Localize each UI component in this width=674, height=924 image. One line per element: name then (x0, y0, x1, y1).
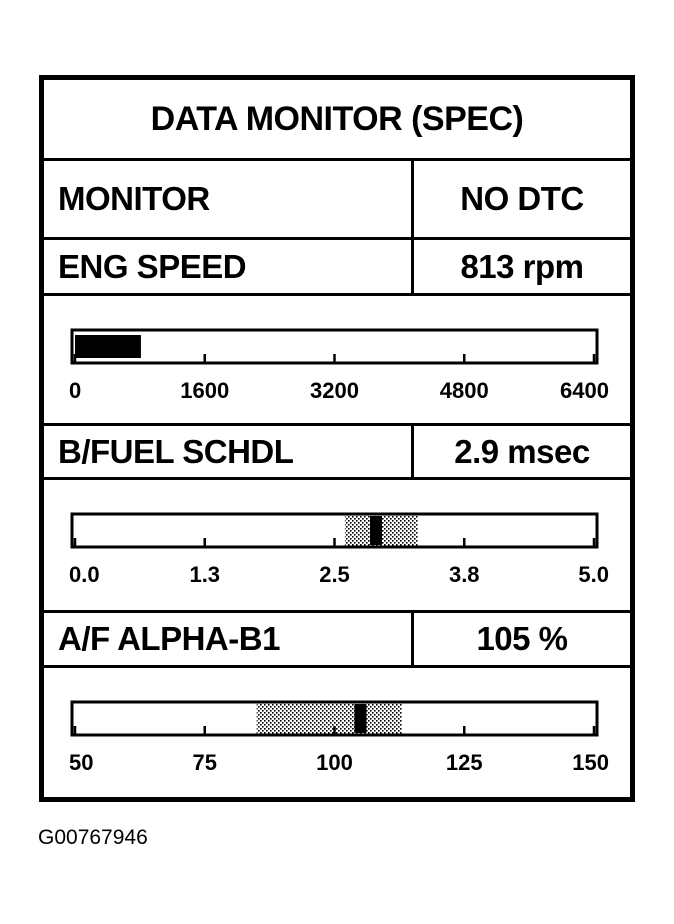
af-alpha-value: 105 % (476, 620, 568, 657)
monitor-label: MONITOR (44, 161, 414, 237)
tick-label: 6400 (560, 378, 609, 403)
tick-label: 100 (316, 750, 353, 775)
title-row (44, 80, 630, 161)
eng-speed-value: 813 rpm (460, 247, 584, 285)
fuel-schdl-row (44, 426, 630, 480)
tick-label: 3.8 (448, 562, 480, 587)
tick-label: 1.3 (189, 562, 221, 587)
data-monitor-panel (39, 75, 635, 802)
af-alpha-gauge-row (44, 668, 630, 797)
fuel-schdl-gauge-row (44, 480, 630, 613)
spec-range (257, 704, 402, 734)
eng-speed-row (44, 240, 630, 296)
tick-label: 150 (572, 750, 609, 775)
eng-speed-gauge (44, 296, 630, 426)
value-marker (370, 516, 382, 545)
tick-label: 125 (445, 750, 483, 775)
fuel-schdl-value: 2.9 msec (454, 432, 590, 470)
tick-label: 5.0 (578, 562, 609, 587)
af-alpha-gauge (44, 668, 630, 797)
tick-label: 50 (69, 750, 94, 775)
figure-id: G00767946 (38, 826, 148, 849)
eng-speed-label: ENG SPEED (44, 240, 414, 293)
af-alpha-row (44, 613, 630, 668)
fuel-schdl-label: B/FUEL SCHDL (44, 426, 414, 477)
tick-label: 4800 (439, 378, 489, 403)
fuel-schdl-gauge (44, 480, 630, 613)
tick-label: 1600 (180, 378, 230, 403)
tick-label: 2.5 (319, 562, 350, 587)
gauge-fill (75, 335, 141, 358)
monitor-row (44, 161, 630, 240)
value-marker (354, 704, 366, 733)
panel-title: DATA MONITOR (SPEC) (150, 99, 524, 138)
tick-label: 0.0 (69, 562, 100, 587)
af-alpha-label: A/F ALPHA-B1 (44, 613, 414, 665)
monitor-value: NO DTC (460, 180, 584, 217)
tick-label: 3200 (310, 378, 359, 403)
tick-label: 0 (69, 378, 82, 403)
eng-speed-gauge-row (44, 296, 630, 426)
tick-label: 75 (192, 750, 217, 775)
